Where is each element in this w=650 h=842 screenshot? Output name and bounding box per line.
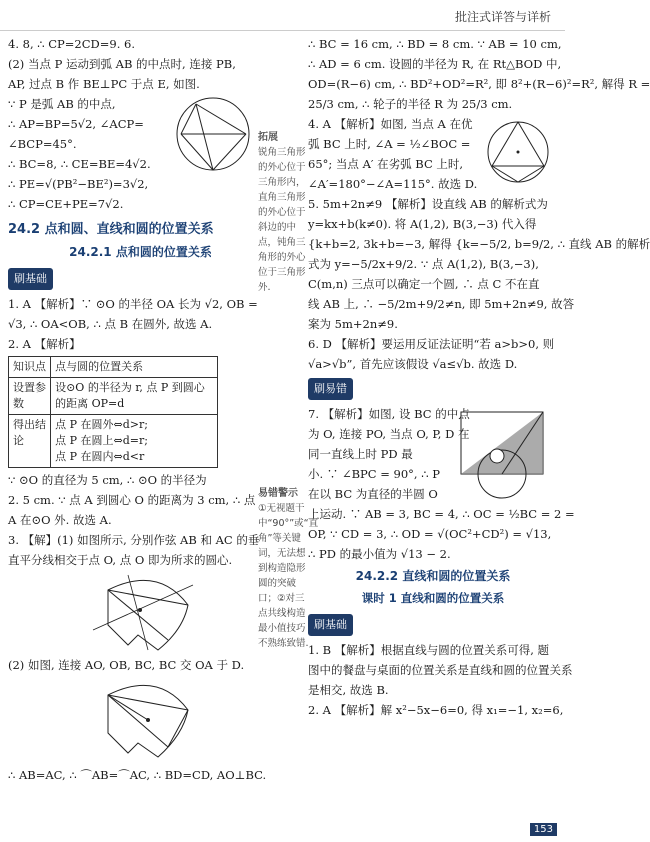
page-number: 153: [530, 823, 557, 836]
knowledge-table: [8, 356, 218, 468]
q7-line: 在以 BC 为直径的半圆 O: [308, 487, 438, 501]
table-cell: [51, 415, 218, 468]
table-cell: 设⊙O 的半径为 r, 点 P 到圆心的距离 OP=d: [51, 378, 218, 415]
q7-line: 小. ∵ ∠BPC = 90°, ∴ P: [308, 467, 440, 481]
q2-line: 2. 5 cm. ∵ 点 A 到圆心 O 的距离为 3 cm, ∴ 点: [8, 493, 256, 507]
side-note-text: ①无视题干中“90°”或“直角”等关键词，无法想到构造隐形圆的突破口；②对三点共线构造最小值技巧不熟练致错.: [258, 503, 319, 649]
circle-figure-p: [166, 92, 261, 177]
q7-line: 上运动. ∵ AB = 3, BC = 4, ∴ OC = ½BC = 2 =: [308, 507, 575, 521]
text-line: ∴ BC=8, ∴ CE=BE=4√2.: [8, 157, 151, 171]
table-line: 点 P 在圆内⇔d<r: [55, 450, 145, 463]
q2-head: 2. A 【解析】: [8, 337, 81, 351]
q5-line: {k+b=2, 3k+b=−3, 解得 {k=−5/2, b=9/2, ∴ 直线 AB 的解析: [308, 237, 650, 251]
side-note-warning: [258, 486, 319, 651]
q2-line: A 在⊙O 外. 故选 A.: [8, 513, 112, 527]
q7-line: 同一直线上时 PD 最: [308, 447, 413, 461]
q7-line: ∴ PD 的最小值为 √13 − 2.: [308, 547, 451, 561]
lesson-title: 课时 1 直线和圆的位置关系: [361, 591, 505, 605]
table-line: 点 P 在圆外⇔d>r;: [55, 418, 148, 431]
sub-title: 24.2.2 直线和圆的位置关系: [355, 569, 511, 583]
text-line: 4. 8, ∴ CP=2CD=9. 6.: [8, 37, 135, 51]
q1b-line: 1. B 【解析】根据直线与圆的位置关系可得, 题: [308, 643, 550, 657]
construction-figure-2: [88, 675, 198, 765]
right-column: [308, 34, 650, 720]
badge-error: 刷易错: [308, 378, 353, 400]
badge-basic: 刷基础: [8, 268, 53, 290]
q3-line: 3. 【解】(1) 如图所示, 分别作弦 AB 和 AC 的垂: [8, 533, 260, 547]
text-line: ∵ P 是弧 AB 的中点,: [8, 97, 116, 111]
q6-line: √a>√b”, 首先应该假设 √a≤√b. 故选 D.: [308, 357, 518, 371]
text-line: ∴ CP=CE+PE=7√2.: [8, 197, 124, 211]
circle-figure-q4: [478, 116, 558, 191]
q2-line: ∵ ⊙O 的直径为 5 cm, ∴ ⊙O 的半径为: [8, 473, 207, 487]
table-header: 知识点: [9, 357, 51, 378]
rectangle-figure-q7: [453, 406, 553, 501]
q3-line: 直平分线相交于点 O, 点 O 即为所求的圆心.: [8, 553, 233, 567]
text-line: ∴ AP=BP=5√2, ∠ACP=: [8, 117, 144, 131]
table-header: 点与圆的位置关系: [51, 357, 218, 378]
q4-line: 65°; 当点 A′ 在劣弧 BC 上时,: [308, 157, 464, 171]
text-line: 25/3 cm, ∴ 轮子的半径 R 为 25/3 cm.: [308, 97, 513, 111]
section-title: 24.2 点和圆、直线和圆的位置关系: [8, 222, 214, 237]
q7-line: OP, ∵ CD = 3, ∴ OD = √(OC²+CD²) = √13,: [308, 527, 552, 541]
table-cell: 设置参数: [9, 378, 51, 415]
q5-line: y=kx+b(k≠0). 将 A(1,2), B(3,−3) 代入得: [308, 217, 537, 231]
side-note-extension: [258, 130, 310, 295]
q1b-line: 图中的餐盘与桌面的位置关系是直线和圆的位置关系: [308, 663, 573, 677]
text-line: AP, 过点 B 作 BE⊥PC 于点 E, 如图.: [8, 77, 200, 91]
header-title: 批注式详答与详析: [454, 10, 551, 24]
left-column: [8, 34, 273, 785]
badge-basic: 刷基础: [308, 614, 353, 636]
side-note-label: 拓展: [258, 132, 278, 143]
side-note-text: 锐角三角形的外心位于三角形内，直角三角形的外心位于斜边的中点，钝角三角形的外心位于三角形外.: [258, 147, 306, 293]
q4-line: ∠A′=180°−∠A=115°. 故选 D.: [308, 177, 478, 191]
table-cell: 得出结论: [9, 415, 51, 468]
q6-line: 6. D 【解析】要运用反证法证明“若 a>b>0, 则: [308, 337, 555, 351]
text-line: (2) 当点 P 运动到弧 AB 的中点时, 连接 PB,: [8, 57, 236, 71]
page-header: [0, 0, 565, 31]
q3c-line: ∴ AB=AC, ∴ ⌒AB=⌒AC, ∴ BD=CD, AO⊥BC.: [8, 768, 267, 782]
q2b-line: 2. A 【解析】解 x²−5x−6=0, 得 x₁=−1, x₂=6,: [308, 703, 564, 717]
sub-title: 24.2.1 点和圆的位置关系: [69, 245, 212, 259]
q1-line: √3, ∴ OA<OB, ∴ 点 B 在圆外, 故选 A.: [8, 317, 213, 331]
side-note-label: 易错警示: [258, 488, 298, 499]
table-line: 点 P 在圆上⇔d=r;: [55, 434, 148, 447]
text-line: ∴ AD = 6 cm. 设圆的半径为 R, 在 Rt△BOD 中,: [308, 57, 562, 71]
q7-line: 7. 【解析】如图, 设 BC 的中点: [308, 407, 470, 421]
q3b-line: (2) 如图, 连接 AO, OB, BC, BC 交 OA 于 D.: [8, 658, 245, 672]
text-line: OD=(R−6) cm, ∴ BD²+OD²=R², 即 8²+(R−6)²=R², 解得 R =: [308, 77, 650, 91]
q4-line: 4. A 【解析】如图, 当点 A 在优: [308, 117, 473, 131]
q5-line: 线 AB 上, ∴ −5/2m+9/2≠n, 即 5m+2n≠9, 故答: [308, 297, 575, 311]
q5-line: 5. 5m+2n≠9 【解析】设直线 AB 的解析式为: [308, 197, 548, 211]
q4-line: 弧 BC 上时, ∠A = ½∠BOC =: [308, 137, 471, 151]
q7-line: 为 O, 连接 PO, 当点 O, P, D 在: [308, 427, 470, 441]
text-line: ∠BCP=45°.: [8, 137, 77, 151]
text-line: ∴ PE=√(PB²−BE²)=3√2,: [8, 177, 149, 191]
q5-line: 案为 5m+2n≠9.: [308, 317, 398, 331]
q5-line: 式为 y=−5/2x+9/2. ∵ 点 A(1,2), B(3,−3),: [308, 257, 539, 271]
construction-figure-1: [88, 570, 198, 655]
q1b-line: 是相交, 故选 B.: [308, 683, 389, 697]
q5-line: C(m,n) 三点可以确定一个圆, ∴ 点 C 不在直: [308, 277, 540, 291]
q1-line: 1. A 【解析】∵ ⊙O 的半径 OA 长为 √2, OB =: [8, 297, 258, 311]
text-line: ∴ BC = 16 cm, ∴ BD = 8 cm. ∵ AB = 10 cm,: [308, 37, 562, 51]
